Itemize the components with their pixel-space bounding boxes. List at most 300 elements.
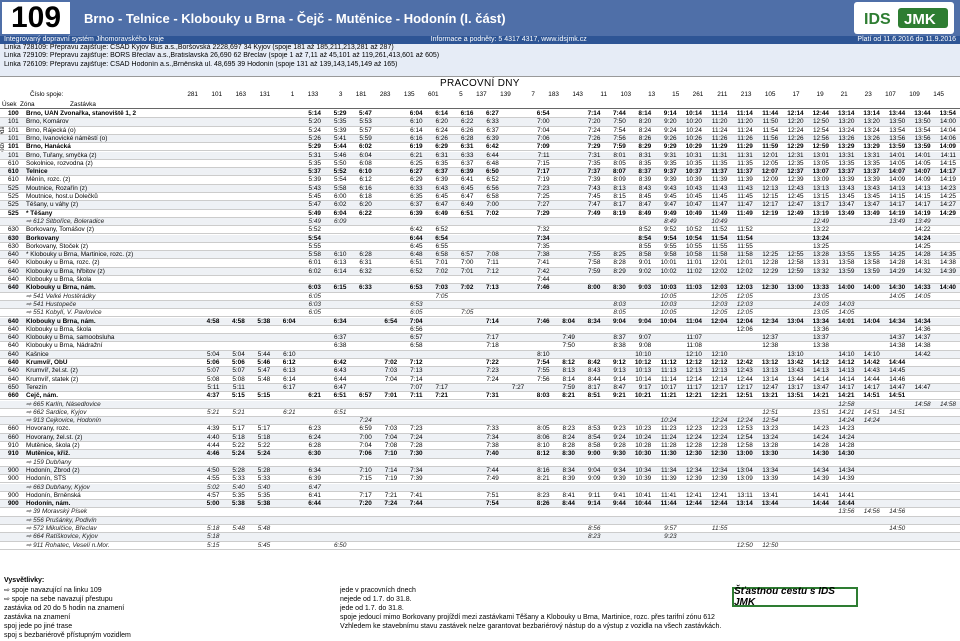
departure-time: 7:03 xyxy=(384,367,398,375)
departure-time: 6:48 xyxy=(486,159,499,167)
departure-time: 14:58 xyxy=(939,400,956,408)
departure-time: 14:00 xyxy=(863,284,880,292)
departure-time: 12:59 xyxy=(812,143,829,151)
table-row xyxy=(0,168,960,176)
departure-time: 7:10 xyxy=(384,450,398,458)
legend-item: spoje jedoucí mimo Borkovany projíždí mezi zastávkami Těšany a Klobouky u Brna, Martinice, rozc. přes tarifní zónu 612 xyxy=(340,614,715,621)
departure-time: 4:58 xyxy=(231,317,245,325)
departure-time: 7:34 xyxy=(486,433,499,441)
departure-time: 10:28 xyxy=(635,442,652,449)
departure-time: 7:00 xyxy=(359,433,372,441)
table-row xyxy=(0,434,960,442)
zone-cell: 900 xyxy=(8,466,19,474)
departure-time: 13:24 xyxy=(838,126,855,134)
ids-jmk-logo-icon xyxy=(856,4,952,32)
departure-time: 14:23 xyxy=(838,425,855,433)
departure-time: 14:01 xyxy=(914,151,931,159)
departure-time: 6:44 xyxy=(486,151,499,159)
departure-time: 7:02 xyxy=(485,209,499,217)
departure-time: 9:17 xyxy=(638,383,652,391)
departure-time: 6:54 xyxy=(384,317,398,325)
departure-time: 14:50 xyxy=(889,525,906,532)
departure-time: 11:26 xyxy=(711,134,728,142)
departure-time: 5:04 xyxy=(232,350,245,358)
departure-time: 6:54 xyxy=(435,234,448,242)
departure-time: 12:17 xyxy=(762,201,779,209)
departure-time: 5:29 xyxy=(308,143,321,151)
departure-time: 7:23 xyxy=(537,184,550,192)
departure-time: 8:05 xyxy=(537,425,550,433)
departure-time: 7:59 xyxy=(612,143,626,151)
departure-time: 6:37 xyxy=(333,334,347,342)
departure-time: 12:25 xyxy=(762,251,779,259)
departure-time: 14:43 xyxy=(863,367,880,375)
departure-time: 6:08 xyxy=(359,159,372,167)
departure-time: 10:37 xyxy=(685,168,702,176)
table-row xyxy=(0,251,960,259)
departure-time: 13:28 xyxy=(762,442,779,449)
departure-time: 4:37 xyxy=(206,392,220,400)
departure-time: 11:29 xyxy=(736,143,753,151)
departure-time: 13:39 xyxy=(863,176,880,184)
departure-time: 7:14 xyxy=(410,375,423,383)
departure-time: 14:09 xyxy=(939,143,956,151)
zone-cell: 630 xyxy=(8,242,19,250)
departure-time: 9:09 xyxy=(587,475,601,483)
departure-time: 7:03 xyxy=(435,284,448,292)
departure-time: 10:24 xyxy=(660,417,677,425)
departure-time: 11:56 xyxy=(762,134,779,142)
departure-time: 12:49 xyxy=(787,209,804,217)
departure-time: 5:39 xyxy=(333,126,347,134)
departure-time: 14:44 xyxy=(888,359,906,366)
departure-time: 14:12 xyxy=(838,359,855,366)
departure-time: 5:39 xyxy=(308,176,321,184)
departure-time: 9:39 xyxy=(664,176,677,184)
departure-time: 11:13 xyxy=(661,367,677,375)
departure-time: 14:41 xyxy=(812,491,829,499)
departure-time: 13:44 xyxy=(787,375,804,383)
departure-time: 8:28 xyxy=(613,259,626,267)
departure-time: 13:58 xyxy=(838,259,855,267)
departure-time: 12:29 xyxy=(762,267,779,275)
departure-time: 13:09 xyxy=(736,475,753,483)
departure-time: 13:29 xyxy=(838,143,855,151)
zone-cell: 640 xyxy=(8,317,19,325)
departure-time: 6:47 xyxy=(435,201,448,209)
departure-time: 6:32 xyxy=(359,267,372,275)
departure-time: 14:03 xyxy=(838,300,855,308)
line-number: 109 xyxy=(0,0,72,36)
departure-time: 6:51 xyxy=(333,392,347,400)
departure-time: 14:07 xyxy=(914,168,931,176)
table-row xyxy=(0,392,960,400)
departure-time: 14:25 xyxy=(939,193,956,200)
departure-time: 6:27 xyxy=(409,168,423,176)
departure-time: 9:24 xyxy=(664,126,677,134)
departure-time: 9:04 xyxy=(587,466,601,474)
departure-time: 8:47 xyxy=(638,201,652,209)
stop-name: Hodonín, Brněnská xyxy=(26,491,81,499)
stop-name: Terezín xyxy=(26,383,47,391)
table-row xyxy=(0,384,960,392)
departure-time: 13:33 xyxy=(812,284,829,292)
departure-time: 12:34 xyxy=(711,466,728,474)
stop-name: Brno, Hanácká xyxy=(26,143,71,151)
carrier-line: Linka 726109: Přepravu zajišťuje: ČSAD Hodonín a.s.,Brněnská ul. 48,695 39 Hodonín (spoje 131 až 139,143,145,149 až 165) xyxy=(4,60,398,68)
departure-time: 13:59 xyxy=(888,143,906,151)
zone-cell: 910 xyxy=(8,450,19,458)
departure-time: 14:38 xyxy=(914,342,931,350)
departure-time: 6:03 xyxy=(308,300,321,308)
departure-time: 12:24 xyxy=(711,417,728,425)
departure-time: 12:02 xyxy=(711,267,728,275)
departure-time: 14:15 xyxy=(889,193,906,200)
departure-time: 10:03 xyxy=(660,300,677,308)
departure-time: 12:58 xyxy=(736,442,753,449)
trip-number: 13 xyxy=(648,91,656,98)
departure-time: 13:23 xyxy=(762,425,779,433)
trip-number: 105 xyxy=(764,91,776,98)
departure-time: 11:23 xyxy=(661,425,677,433)
departure-time: 7:05 xyxy=(435,292,448,300)
departure-time: 13:04 xyxy=(736,466,753,474)
departure-time: 6:58 xyxy=(435,251,448,259)
departure-time: 10:49 xyxy=(711,217,728,225)
departure-time: 9:54 xyxy=(663,234,677,242)
departure-time: 9:08 xyxy=(638,342,652,350)
departure-time: 7:59 xyxy=(587,267,601,275)
stop-name: Brno, Rájecká (o) xyxy=(26,126,76,134)
trip-number: 601 xyxy=(427,91,439,98)
departure-time: 12:21 xyxy=(711,392,728,400)
departure-time: 14:12 xyxy=(812,359,829,366)
departure-time: 14:05 xyxy=(889,159,906,167)
departure-time: 14:51 xyxy=(888,392,906,400)
departure-time: 14:34 xyxy=(812,466,829,474)
departure-time: 14:21 xyxy=(812,392,829,400)
departure-time: 13:20 xyxy=(863,118,880,126)
departure-time: 6:50 xyxy=(333,541,347,549)
departure-time: 6:44 xyxy=(409,234,423,242)
departure-time: 14:23 xyxy=(812,425,829,433)
departure-time: 6:04 xyxy=(333,209,347,217)
departure-time: 12:12 xyxy=(711,359,728,366)
departure-time: 5:35 xyxy=(333,118,347,126)
departure-time: 6:04 xyxy=(409,110,423,117)
departure-time: 6:15 xyxy=(333,284,347,292)
departure-time: 6:52 xyxy=(486,176,499,184)
departure-time: 5:24 xyxy=(231,450,245,458)
departure-time: 6:56 xyxy=(486,184,499,192)
departure-time: 14:25 xyxy=(914,242,931,250)
departure-time: 11:44 xyxy=(762,110,779,117)
departure-time: 12:29 xyxy=(787,143,804,151)
departure-time: 6:47 xyxy=(308,483,321,491)
stop-name: ⇨ 911 Rohatec, Veselí n.Mor. xyxy=(26,541,110,549)
departure-time: 5:02 xyxy=(206,483,220,491)
departure-time: 11:29 xyxy=(711,143,728,151)
departure-time: 10:23 xyxy=(635,425,652,433)
departure-time: 12:28 xyxy=(711,442,728,449)
departure-time: 5:40 xyxy=(232,483,245,491)
stop-name: Klobouky u Brna, škola xyxy=(26,276,92,283)
departure-time: 13:45 xyxy=(838,193,855,200)
table-row xyxy=(0,284,960,292)
zone-cell: 900 xyxy=(8,491,19,499)
trip-number: 3 xyxy=(338,91,343,98)
departure-time: 6:10 xyxy=(410,118,423,126)
departure-time: 12:01 xyxy=(711,259,728,267)
departure-time: 6:02 xyxy=(333,201,347,209)
departure-time: 12:51 xyxy=(736,392,753,400)
departure-time: 13:01 xyxy=(812,151,829,159)
departure-time: 5:57 xyxy=(359,126,372,134)
departure-time: 10:44 xyxy=(634,500,652,508)
stop-name: Klobouky u Brna, Nádražní xyxy=(26,342,103,350)
departure-time: 6:35 xyxy=(435,159,448,167)
legend-item: nejede od 1.7. do 31.8. xyxy=(340,596,412,603)
departure-time: 7:55 xyxy=(587,251,601,259)
table-row xyxy=(0,243,960,251)
departure-time: 9:07 xyxy=(638,334,652,342)
table-row xyxy=(0,309,960,317)
departure-time: 13:35 xyxy=(863,159,880,167)
departure-time: 7:24 xyxy=(486,375,499,383)
zone-cell: 640 xyxy=(8,325,19,333)
departure-time: 6:45 xyxy=(460,184,474,192)
stop-name: Borkovany, Tomášov (z) xyxy=(26,226,94,234)
departure-time: 7:17 xyxy=(536,168,550,176)
departure-time: 5:58 xyxy=(333,184,347,192)
departure-time: 11:54 xyxy=(711,234,728,242)
departure-time: 13:15 xyxy=(812,193,829,200)
departure-time: 9:14 xyxy=(613,375,626,383)
day-header: PRACOVNÍ DNY xyxy=(440,78,520,89)
departure-time: 4:58 xyxy=(206,317,220,325)
departure-time: 13:51 xyxy=(812,408,829,416)
table-row xyxy=(0,525,960,533)
departure-time: 12:05 xyxy=(762,159,779,167)
trip-number: 283 xyxy=(379,91,391,98)
departure-time: 6:21 xyxy=(283,408,296,416)
departure-time: 9:45 xyxy=(664,193,677,200)
departure-time: 13:43 xyxy=(838,184,855,192)
departure-time: 8:13 xyxy=(613,184,626,192)
stop-name: * Těšany xyxy=(26,209,53,217)
stop-name: Moutnice, Rozařín (z) xyxy=(26,184,88,192)
departure-time: 7:28 xyxy=(410,442,423,449)
departure-time: 5:18 xyxy=(257,433,271,441)
departure-time: 6:43 xyxy=(435,184,448,192)
departure-time: 8:04 xyxy=(562,317,575,325)
departure-time: 10:13 xyxy=(635,367,652,375)
departure-time: 5:06 xyxy=(231,359,245,366)
departure-time: 7:34 xyxy=(536,234,550,242)
departure-time: 7:47 xyxy=(587,201,601,209)
departure-time: 13:51 xyxy=(787,392,804,400)
subheader-right: Platí od 11.6.2016 do 11.9.2016 xyxy=(857,36,957,43)
departure-time: 14:30 xyxy=(888,284,906,292)
departure-time: 5:38 xyxy=(257,317,271,325)
departure-time: 4:46 xyxy=(206,450,220,458)
departure-time: 12:35 xyxy=(787,159,804,167)
departure-time: 9:03 xyxy=(638,284,652,292)
departure-time: 9:55 xyxy=(664,242,677,250)
departure-time: 11:44 xyxy=(660,500,677,508)
stop-name: Krumvíř, žel.st. (z) xyxy=(26,367,78,375)
departure-time: 12:19 xyxy=(761,209,779,217)
departure-time: 6:33 xyxy=(410,184,423,192)
departure-time: 8:42 xyxy=(587,359,601,366)
legend-item: zastávka na znamení xyxy=(4,614,71,621)
departure-time: 12:45 xyxy=(787,193,804,200)
departure-time: 12:58 xyxy=(787,259,804,267)
departure-time: 6:00 xyxy=(333,193,347,200)
bon-voyage-sticker: Šťastnou cestu s IDS JMK xyxy=(732,587,858,607)
trip-number: 5 xyxy=(459,91,463,98)
departure-time: 7:01 xyxy=(435,259,448,267)
departure-time: 13:34 xyxy=(812,317,829,325)
departure-time: 9:37 xyxy=(663,168,677,176)
departure-time: 12:14 xyxy=(685,375,702,383)
zone-cell: 640 xyxy=(8,251,19,259)
departure-time: 8:58 xyxy=(638,251,652,259)
departure-time: 6:42 xyxy=(410,226,423,234)
departure-time: 6:35 xyxy=(410,193,423,200)
zone-cell: 525 xyxy=(8,184,19,192)
departure-time: 8:43 xyxy=(587,367,601,375)
zone-cell: 100 xyxy=(8,110,19,117)
table-row xyxy=(0,450,960,458)
table-row xyxy=(0,417,960,425)
departure-time: 13:07 xyxy=(812,168,829,176)
departure-time: 6:24 xyxy=(308,433,321,441)
departure-time: 14:31 xyxy=(914,259,931,267)
departure-time: 10:05 xyxy=(660,292,677,300)
departure-time: 11:55 xyxy=(711,242,728,250)
departure-time: 14:51 xyxy=(863,408,880,416)
departure-time: 11:31 xyxy=(737,151,753,159)
departure-time: 12:13 xyxy=(762,184,779,192)
departure-time: 7:11 xyxy=(486,259,499,267)
departure-time: 13:00 xyxy=(787,284,804,292)
departure-time: 6:45 xyxy=(410,242,423,250)
departure-time: 12:04 xyxy=(711,317,728,325)
departure-time: 5:53 xyxy=(359,118,372,126)
zone-label: Zóna xyxy=(20,101,35,108)
stop-name: ⇨ 665 Karlín, Násedlovice xyxy=(26,400,101,408)
departure-time: 6:51 xyxy=(460,209,474,217)
trip-number: 107 xyxy=(885,91,896,98)
trip-number: 11 xyxy=(600,91,608,98)
departure-time: 14:01 xyxy=(889,151,906,159)
departure-time: 7:38 xyxy=(486,442,499,449)
departure-time: 12:21 xyxy=(685,392,702,400)
departure-time: 6:34 xyxy=(308,466,321,474)
departure-time: 7:31 xyxy=(587,151,601,159)
zone-cell: 910 xyxy=(8,442,19,449)
table-row xyxy=(0,367,960,375)
departure-time: 10:24 xyxy=(635,433,652,441)
departure-time: 14:13 xyxy=(838,367,855,375)
zone-cell: 525 xyxy=(8,193,19,200)
departure-time: 6:26 xyxy=(460,126,474,134)
departure-time: 11:35 xyxy=(737,159,753,167)
departure-time: 13:32 xyxy=(812,267,829,275)
departure-time: 6:13 xyxy=(283,367,296,375)
departure-time: 5:44 xyxy=(333,143,347,151)
departure-time: 13:31 xyxy=(838,151,855,159)
stop-name: Brno, Tuřany, smyčka (z) xyxy=(26,151,97,159)
departure-time: 8:21 xyxy=(562,392,575,400)
departure-time: 12:13 xyxy=(685,367,702,375)
departure-time: 7:05 xyxy=(460,309,474,317)
stop-name: ⇨ 541 Hustopeče xyxy=(26,300,77,308)
departure-time: 10:14 xyxy=(685,110,702,117)
departure-time: 7:25 xyxy=(537,193,550,200)
departure-time: 6:37 xyxy=(410,201,423,209)
departure-time: 6:39 xyxy=(460,168,474,176)
departure-time: 6:54 xyxy=(536,110,550,117)
departure-time: 6:05 xyxy=(410,309,423,317)
departure-time: 6:37 xyxy=(435,168,448,176)
departure-time: 9:02 xyxy=(638,267,652,275)
table-row xyxy=(0,517,960,525)
stop-name: Klobouky u Brna, nám. xyxy=(26,317,96,325)
departure-time: 11:39 xyxy=(661,475,677,483)
stop-name: Kašnice xyxy=(26,350,49,358)
trip-number: 261 xyxy=(692,91,704,98)
departure-time: 6:53 xyxy=(410,300,423,308)
departure-time: 8:39 xyxy=(638,176,652,184)
departure-time: 14:44 xyxy=(812,500,829,508)
zone-cell: 640 xyxy=(8,367,19,375)
departure-time: 11:31 xyxy=(711,151,728,159)
departure-time: 13:44 xyxy=(888,110,906,117)
departure-time: 11:14 xyxy=(661,375,677,383)
legend-item: spoj s bezbariérově přístupným vozidlem xyxy=(4,632,131,639)
departure-time: 8:25 xyxy=(613,251,626,259)
departure-time: 11:37 xyxy=(711,168,728,176)
departure-time: 7:37 xyxy=(587,168,601,176)
departure-time: 14:17 xyxy=(939,168,956,176)
table-row xyxy=(0,475,960,483)
departure-time: 5:11 xyxy=(207,383,220,391)
departure-time: 13:59 xyxy=(914,143,931,151)
departure-time: 12:24 xyxy=(787,126,804,134)
departure-time: 5:43 xyxy=(308,184,321,192)
departure-time: 11:41 xyxy=(661,491,677,499)
departure-time: 13:19 xyxy=(812,209,829,217)
departure-time: 5:49 xyxy=(308,217,321,225)
zone-cell: 630 xyxy=(8,234,19,242)
departure-time: 7:27 xyxy=(511,383,525,391)
departure-time: 7:11 xyxy=(410,392,423,400)
departure-time: 7:44 xyxy=(612,110,626,117)
departure-time: 6:50 xyxy=(485,168,499,176)
departure-time: 8:39 xyxy=(562,475,575,483)
departure-time: 8:01 xyxy=(613,151,626,159)
departure-time: 12:23 xyxy=(685,425,702,433)
departure-time: 13:39 xyxy=(838,176,855,184)
zone-cell: 640 xyxy=(8,276,19,283)
departure-time: 7:41 xyxy=(410,491,423,499)
departure-time: 8:51 xyxy=(587,392,601,400)
departure-time: 7:00 xyxy=(537,118,550,126)
departure-time: 8:05 xyxy=(613,159,626,167)
departure-time: 11:52 xyxy=(737,226,753,234)
